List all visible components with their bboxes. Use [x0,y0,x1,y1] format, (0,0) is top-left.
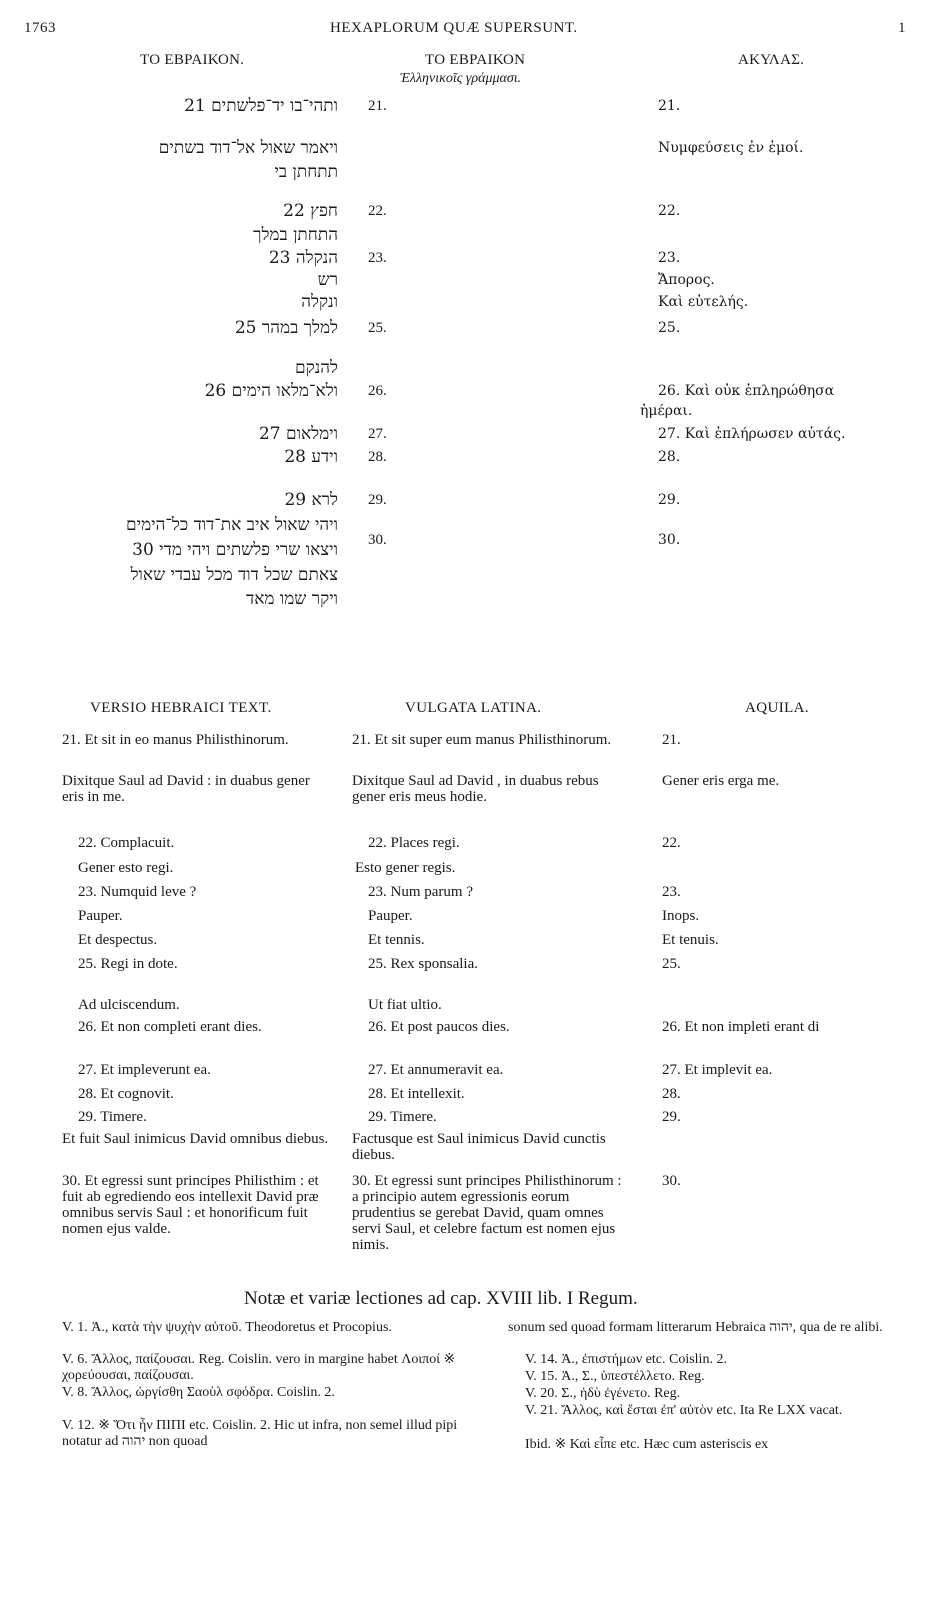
vulgata-cell: 21. Et sit super eum manus Philisthinorum. [352,732,612,748]
versio-cell: Ad ulciscendum. [78,997,180,1013]
vulgata-cell: 28. Et intellexit. [368,1086,465,1102]
versio-cell: 22. Complacuit. [78,835,175,851]
vulgata-cell: Ut fiat ultio. [368,997,442,1013]
aquila-cell: 30. [662,1173,681,1189]
verse-number: 22. [368,203,387,219]
aquila-cell: Gener eris erga me. [662,773,780,789]
verse-number: 21. [368,98,387,114]
hebrew-line: ויקר שמו מאד [246,589,338,609]
vulgata-cell: Dixitque Saul ad David , in duabus rebus gener eris meus hodie. [352,773,599,805]
hebrew-line: רש [317,270,338,290]
vulgata-cell: 25. Rex sponsalia. [368,956,478,972]
latin-heading-vulgata: VULGATA LATINA. [405,700,542,716]
aquila-cell: 25. [662,956,681,972]
aquila-line: 23. [658,250,681,266]
aquila-cell: 22. [662,835,681,851]
aquila-line: 27. Καὶ ἐπλήρωσεν αὐτάς. [658,426,846,442]
hebrew-line: ונקלה [301,292,338,312]
note-left: V. 8. Ἄλλος, ὠργίσθη Σαοὺλ σφόδρα. Coislin. 2. [62,1385,335,1400]
hebrew-line: לרא 29 [284,490,338,510]
hebrew-line: ולא־מלאו הימים 26 [204,381,338,401]
hebrew-line: וימלאום 27 [258,424,338,444]
aquila-line: 29. [658,492,681,508]
hebrew-line: הנקלה 23 [268,248,338,268]
vulgata-cell: Factusque est Saul inimicus David cunctis diebus. [352,1131,606,1163]
vulgata-cell: 27. Et annumeravit ea. [368,1062,504,1078]
aquila-cell: Et tenuis. [662,932,719,948]
aquila-line: 30. [658,532,681,548]
aquila-line: 26. Καὶ οὐκ ἐπληρώθησα [658,383,835,399]
versio-cell: 23. Numquid leve ? [78,884,197,900]
aquila-line: 22. [658,203,681,219]
aquila-cell: 26. Et non impleti erant di [662,1019,820,1035]
vulgata-cell: 30. Et egressi sunt principes Philisthinorum : a principio autem egressionis eorum prudentius se gerebat David, quam omnes servi Saul, et celebre factum est nomen ejus nimis. [352,1173,622,1253]
verse-number: 30. [368,532,387,548]
hebrew-line: להנקם [295,358,338,378]
versio-cell: Gener esto regi. [78,860,174,876]
versio-cell: Et fuit Saul inimicus David omnibus diebus. [62,1131,329,1147]
aquila-cell: Inops. [662,908,700,924]
col-heading-transliteration: ΤΟ ΕΒΡΑΙΚΟΝ [425,52,526,68]
hebrew-line: ויצאו שרי פלשתים ויהי מדי 30 [132,540,338,560]
hebrew-line: ויאמר שאול אל־דוד בשתים [158,138,338,158]
vulgata-cell: Pauper. [368,908,413,924]
note-left: V. 1. Ἀ., κατὰ τὴν ψυχὴν αὐτοῦ. Theodoretus et Procopius. [62,1320,392,1335]
aquila-line: Καὶ εὐτελής. [658,294,749,310]
vulgata-cell: 23. Num parum ? [368,884,473,900]
aquila-line: Νυμφεύσεις ἐν ἐμοί. [658,140,804,156]
verse-number: 26. [368,383,387,399]
aquila-cell: 28. [662,1086,681,1102]
note-left: V. 6. Ἄλλος, παίζουσαι. Reg. Coislin. vero in margine habet Λοιποί ※ χορεύουσαι, παίζουσαι. [62,1352,456,1383]
vulgata-cell: 29. Timere. [368,1109,437,1125]
hebrew-line: תתחתן בי [274,162,338,182]
hebrew-line: התחתן במלך [253,225,338,245]
aquila-line: 21. [658,98,681,114]
aquila-line: Ἄπορος. [658,272,715,288]
aquila-line: 28. [658,449,681,465]
vulgata-cell: 22. Places regi. [368,835,460,851]
note-right: sonum sed quoad formam litterarum Hebraica יהוה, qua de re alibi. [508,1320,883,1335]
vulgata-cell: Et tennis. [368,932,425,948]
versio-cell: 29. Timere. [78,1109,147,1125]
versio-cell: 26. Et non completi erant dies. [78,1019,262,1035]
verse-number: 25. [368,320,387,336]
verse-number: 29. [368,492,387,508]
aquila-cell: 23. [662,884,681,900]
versio-cell: 30. Et egressi sunt principes Philisthim : et fuit ab egrediendo eos intellexit David præ omnibus servis Saul : et honorificum fuit nomen ejus valde. [62,1173,319,1237]
aquila-cell: 21. [662,732,681,748]
latin-heading-aquila: AQUILA. [745,700,810,716]
running-title: HEXAPLORUM QUÆ SUPERSUNT. [330,20,578,36]
page-number: 1763 [24,20,56,36]
hebrew-line: חפץ 22 [283,201,338,221]
versio-cell: Dixitque Saul ad David : in duabus gener eris in me. [62,773,310,805]
hebrew-line: וידע 28 [284,447,338,467]
vulgata-cell: Esto gener regis. [355,860,456,876]
verse-number: 28. [368,449,387,465]
aquila-cell: 27. Et implevit ea. [662,1062,773,1078]
latin-heading-versio: VERSIO HEBRAICI TEXT. [90,700,272,716]
corner-mark: 1 [898,20,906,36]
versio-cell: 28. Et cognovit. [78,1086,174,1102]
notes-title: Notæ et variæ lectiones ad cap. XVIII lib. I Regum. [244,1288,638,1309]
versio-cell: 27. Et impleverunt ea. [78,1062,211,1078]
aquila-line: 25. [658,320,681,336]
verse-number: 27. [368,426,387,442]
versio-cell: 21. Et sit in eo manus Philisthinorum. [62,732,289,748]
aquila-line: ἡμέραι. [640,403,693,419]
aquila-cell: 29. [662,1109,681,1125]
hebrew-line: ותהי־בו יד־פלשתים 21 [184,96,338,116]
col-subheading-transliteration: Ἑλληνικοῖς γράμμασι. [400,71,522,86]
col-heading-hebrew: ΤΟ ΕΒΡΑΙΚΟΝ. [140,52,245,68]
col-heading-aquila: ΑΚΥΛΑΣ. [738,52,805,68]
verse-number: 23. [368,250,387,266]
versio-cell: Et despectus. [78,932,158,948]
note-left: V. 12. ※ Ὅτι ἦν ΠΙΠΙ etc. Coislin. 2. Hic ut infra, non semel illud pipi notatur ad יהוה non quoad [62,1418,458,1449]
note-right: V. 20. Σ., ἡδὺ ἐγένετο. Reg. [525,1386,681,1401]
note-right: Ibid. ※ Καὶ εἶπε etc. Hæc cum asteriscis ex [525,1437,769,1452]
versio-cell: 25. Regi in dote. [78,956,178,972]
hebrew-line: ויהי שאול איב את־דוד כל־הימים [126,515,338,535]
note-right: V. 21. Ἄλλος, καὶ ἔσται ἐπ' αὐτὸν etc. Ita Re LXX vacat. [525,1403,843,1418]
vulgata-cell: 26. Et post paucos dies. [368,1019,510,1035]
hebrew-line: למלך במהר 25 [234,318,338,338]
hebrew-line: צאתם שכל דוד מכל עבדי שאול [130,565,338,585]
note-right: V. 15. Ἀ., Σ., ὑπεστέλλετο. Reg. [525,1369,705,1384]
versio-cell: Pauper. [78,908,123,924]
note-right: V. 14. Ἀ., ἐπιστήμων etc. Coislin. 2. [525,1352,727,1367]
